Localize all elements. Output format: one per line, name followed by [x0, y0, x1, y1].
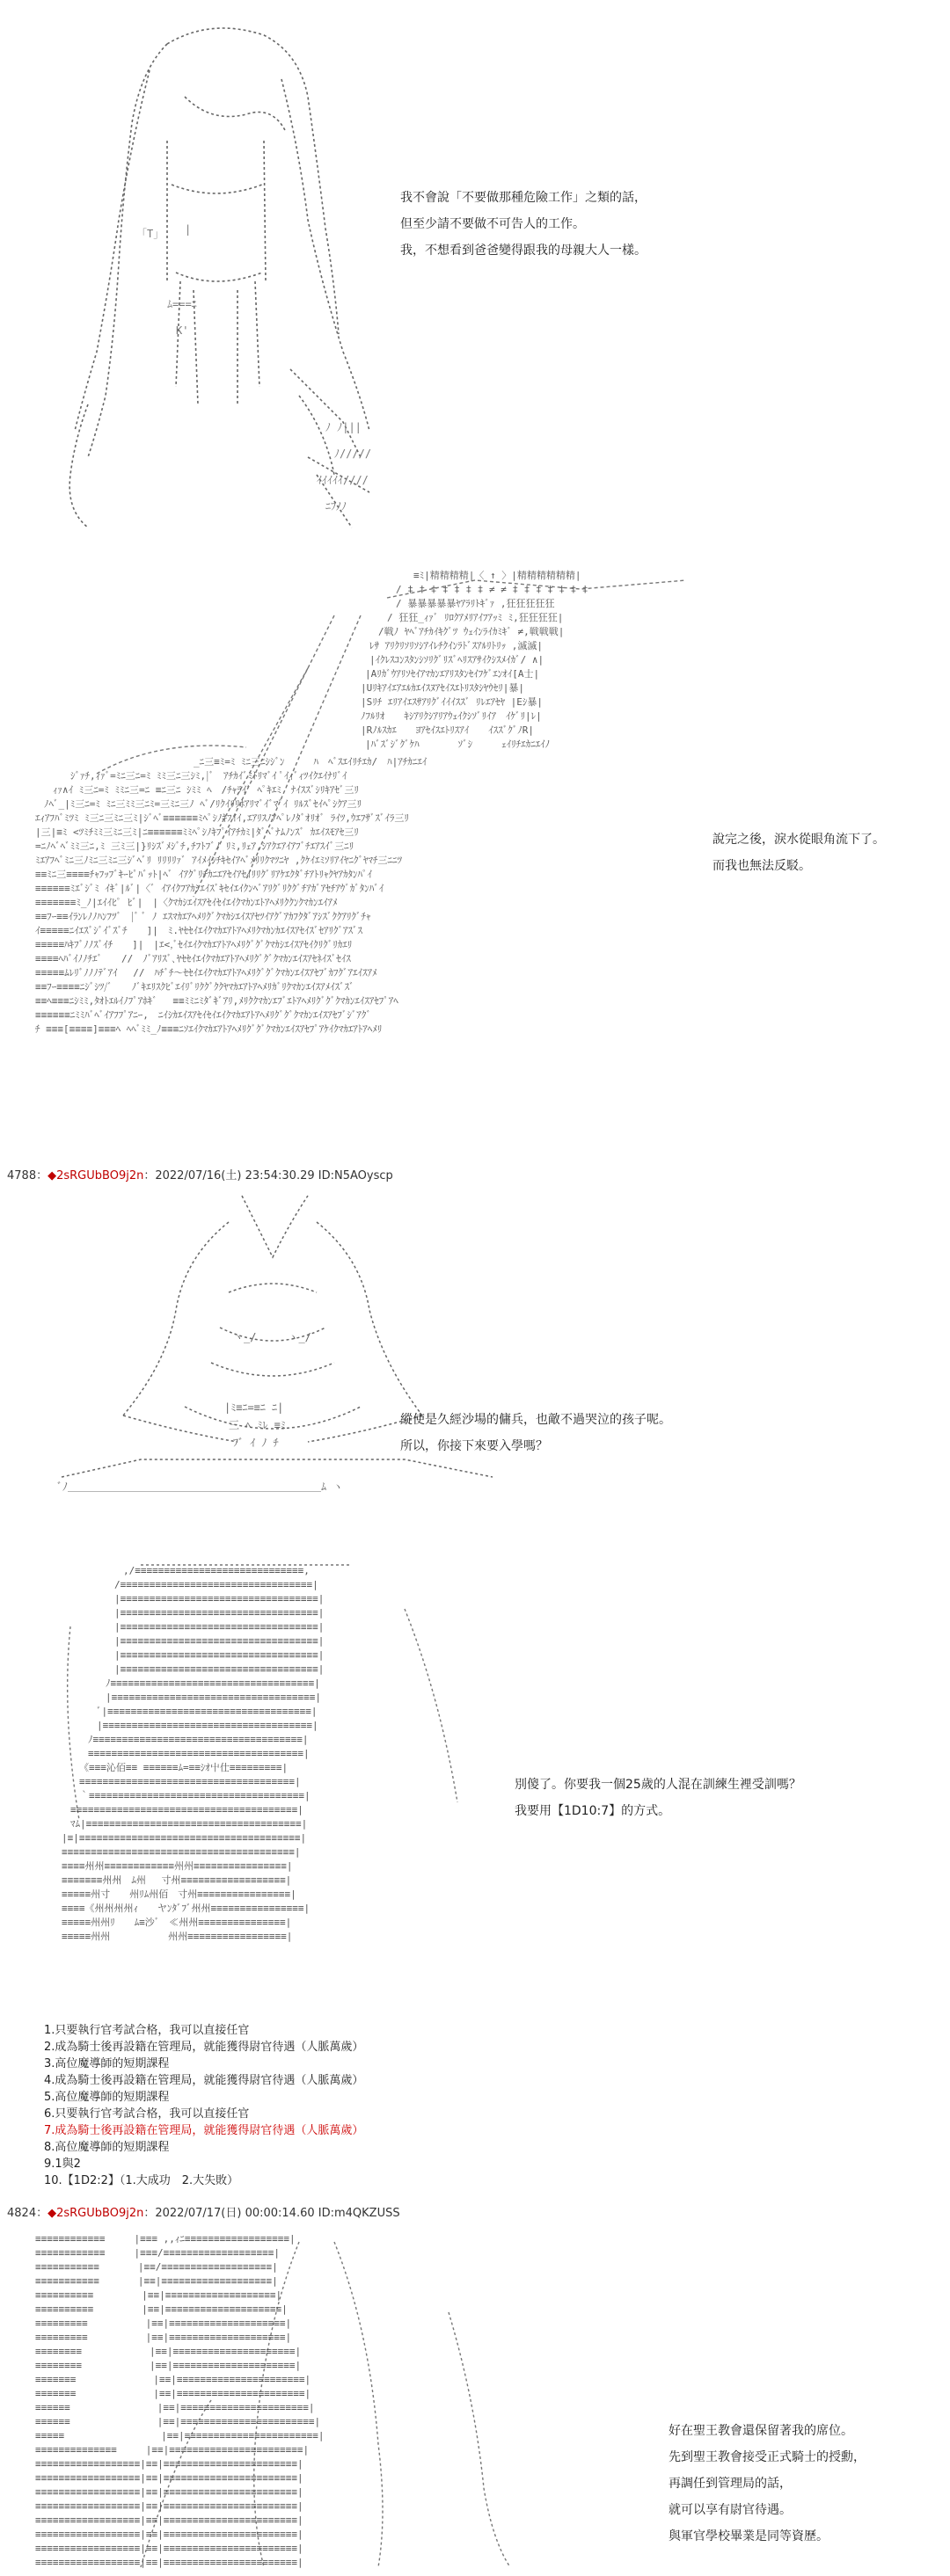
svg-text:≡≡≡≡≡≡≡≡≡≡≡≡≡≡≡≡≡≡|≡≡|≡≡≡≡≡≡≡≡: ≡≡≡≡≡≡≡≡≡≡≡≡≡≡≡≡≡≡|≡≡|≡≡≡≡≡≡≡≡≡≡≡≡≡≡≡≡≡≡≡≡≡≡≡|: [35, 2529, 303, 2540]
dialog-line: 好在聖王教會還保留著我的席位。: [669, 2424, 853, 2438]
svg-text:ﾉﾍﾞ_|ﾐ三ﾆ=ﾐ ﾐﾆ三ﾐﾐ三ﾆﾐ=三ﾐﾆ三ﾉ ﾍﾞ/ﾘ: ﾉﾍﾞ_|ﾐ三ﾆ=ﾐ ﾐﾆ三ﾐﾐ三ﾆﾐ=三ﾐﾆ三ﾉ ﾍﾞ/ﾘｸｲﾘﾘﾎｱﾘﾏﾞｲﾞﾏﾞｲ ﾘﾙｽﾞｾｲﾍﾟｼｸｱ三ﾘ: [44, 798, 362, 810]
character-art-armored-figure: [35, 1556, 493, 2005]
svg-text:ｲ≡≡≡≡≡ﾆｲｴｽﾞｼﾞｲﾞｽﾞﾁ ]| ﾐ.ﾔｾｾｲｴ: ｲ≡≡≡≡≡ﾆｲｴｽﾞｼﾞｲﾞｽﾞﾁ ]| ﾐ.ﾔｾｾｲｴｲｸﾏｶｴｱﾄｱﾍﾒﾘｸﾏｶﾝｶｴｲｽｱｾｲｽﾞｾｱﾘｸﾞｱｽﾞｽ: [35, 925, 362, 936]
dialog-line: 而我也無法反駁。: [712, 859, 811, 873]
panel-3: [0, 1187, 950, 1521]
svg-text:≡≡≡≡州州≡≡≡≡≡≡≡≡≡≡≡≡州州≡≡≡≡≡≡≡≡≡≡: ≡≡≡≡州州≡≡≡≡≡≡≡≡≡≡≡≡州州≡≡≡≡≡≡≡≡≡≡≡≡≡≡≡≡|: [62, 1860, 293, 1872]
panel-4: [0, 1556, 950, 2013]
svg-text:三 ﾍ ﾐﾚ ≡ﾐ: 三 ﾍ ﾐﾚ ≡ﾐ: [229, 1419, 286, 1431]
svg-text:|: |: [185, 223, 192, 236]
svg-text:ﾁ ≡≡≡[≡≡≡≡]≡≡≡ﾍ ﾍﾍﾞﾐﾐ_ﾉ≡≡≡ﾆｿｴｲ: ﾁ ≡≡≡[≡≡≡≡]≡≡≡ﾍ ﾍﾍﾞﾐﾐ_ﾉ≡≡≡ﾆｿｴｲｸﾏｶｴｱﾄｱﾍﾒﾘｸﾞｸﾞｸﾏｶﾝｴｲｽｱｾﾌﾟｱｹｲｸﾏｶｴｱﾄｱﾍﾒﾘ: [35, 1023, 383, 1035]
svg-text:ﾞﾉ＿＿＿＿＿＿＿＿＿＿＿＿＿＿＿＿＿＿＿＿＿＿＿＿ﾑ ヽ: ﾞﾉ＿＿＿＿＿＿＿＿＿＿＿＿＿＿＿＿＿＿＿＿＿＿＿＿ﾑ ヽ: [57, 1481, 344, 1493]
svg-text:≡≡≡≡≡≡≡≡≡≡≡≡≡≡≡≡≡≡≡≡≡≡≡≡≡≡≡≡≡≡: ≡≡≡≡≡≡≡≡≡≡≡≡≡≡≡≡≡≡≡≡≡≡≡≡≡≡≡≡≡≡≡≡≡≡≡≡≡≡≡≡|: [62, 1846, 301, 1858]
svg-text:≡≡≡≡≡≡≡≡≡≡≡≡≡≡≡≡≡≡|≡≡|≡≡≡≡≡≡≡≡: ≡≡≡≡≡≡≡≡≡≡≡≡≡≡≡≡≡≡|≡≡|≡≡≡≡≡≡≡≡≡≡≡≡≡≡≡≡≡≡≡≡≡≡≡|: [35, 2557, 303, 2568]
post-separator: ：: [36, 2207, 48, 2220]
svg-text:≡≡≡≡≡≡≡州州 ﾑ州 寸州≡≡≡≡≡≡≡≡≡≡≡≡≡≡: ≡≡≡≡≡≡≡州州 ﾑ州 寸州≡≡≡≡≡≡≡≡≡≡≡≡≡≡≡≡≡≡|: [62, 1874, 292, 1886]
svg-text:/ ‡ ‡ ‡ ‡ ‡ ‡ ‡ ≠ ≠ ‡ ‡ ‡ ‡ ‡: / ‡ ‡ ‡ ‡ ‡ ‡ ‡ ≠ ≠ ‡ ‡ ‡ ‡ ‡ ‡ ‡: [396, 584, 588, 595]
svg-text:|Rﾉﾙｽｶｴ ﾖｱｾｲｽｴﾄﾘｽｱｲ ｲｽｽﾞｸﾞﾉR: |Rﾉﾙｽｶｴ ﾖｱｾｲｽｴﾄﾘｽｱｲ ｲｽｽﾞｸﾞﾉR|: [361, 724, 534, 736]
dialog-line: 先到聖王教會接受正式騎士的授勳，: [669, 2450, 866, 2464]
svg-text:|≡≡≡≡≡≡≡≡≡≡≡≡≡≡≡≡≡≡≡≡≡≡≡≡≡≡≡≡≡: |≡≡≡≡≡≡≡≡≡≡≡≡≡≡≡≡≡≡≡≡≡≡≡≡≡≡≡≡≡≡≡≡≡≡|: [114, 1607, 325, 1619]
post-separator: ：: [143, 1169, 156, 1182]
svg-text:≡≡≡≡≡≡≡ |≡≡|≡≡≡≡≡≡≡≡≡≡≡: ≡≡≡≡≡≡≡ |≡≡|≡≡≡≡≡≡≡≡≡≡≡≡≡≡≡≡≡≡≡≡≡≡|: [35, 2388, 311, 2399]
choice-item: 8.高位魔導師的短期課程: [44, 2141, 170, 2154]
svg-text:≡≡≡≡≡≡≡≡≡≡≡≡≡≡≡≡≡≡≡≡≡≡≡≡≡≡≡≡≡≡: ≡≡≡≡≡≡≡≡≡≡≡≡≡≡≡≡≡≡≡≡≡≡≡≡≡≡≡≡≡≡≡≡≡≡≡≡≡≡≡|: [70, 1804, 303, 1816]
svg-text:≡≡≡≡≡≡ |≡≡|≡≡≡≡≡≡≡≡≡≡≡: ≡≡≡≡≡≡ |≡≡|≡≡≡≡≡≡≡≡≡≡≡≡≡≡≡≡≡≡≡≡≡≡≡|: [35, 2416, 321, 2427]
svg-text:≡≡ﾌｰ≡≡ｲﾗﾝﾚﾉﾉﾊﾝﾌﾂﾞ |ﾞ ﾞ ﾉ ｴｽﾏｶｴ: ≡≡ﾌｰ≡≡ｲﾗﾝﾚﾉﾉﾊﾝﾌﾂﾞ |ﾞ ﾞ ﾉ ｴｽﾏｶｴｱﾍﾒﾘｸﾞｸﾏｶｼｴｲｽｱｾﾂｲｱｸﾞｱｶﾌｸﾀﾞｱｼｽﾞｸｸｱﾘｸﾞﾁｬ: [35, 911, 371, 922]
svg-text:≡≡≡≡≡州州ﾘ ﾑ≡沙ﾞ ≪州州≡≡≡≡≡≡≡≡≡≡≡≡: ≡≡≡≡≡州州ﾘ ﾑ≡沙ﾞ ≪州州≡≡≡≡≡≡≡≡≡≡≡≡≡≡≡|: [62, 1917, 292, 1928]
post-datetime: 2022/07/17(日) 00:00:14.60 ID:m4QKZUSS: [155, 2207, 400, 2220]
svg-text:≡≡≡≡≡≡≡≡≡≡≡≡ |≡≡≡ ,,ｨﾆ≡≡≡≡≡≡: ≡≡≡≡≡≡≡≡≡≡≡≡ |≡≡≡ ,,ｨﾆ≡≡≡≡≡≡≡≡≡≡≡≡≡≡≡≡≡≡|: [35, 2233, 296, 2245]
svg-text:｀≡≡≡≡≡≡≡≡≡≡≡≡≡≡≡≡≡≡≡≡≡≡≡≡≡≡≡≡≡: ｀≡≡≡≡≡≡≡≡≡≡≡≡≡≡≡≡≡≡≡≡≡≡≡≡≡≡≡≡≡≡≡≡≡≡≡≡≡|: [79, 1790, 311, 1801]
svg-text:|≡≡≡≡≡≡≡≡≡≡≡≡≡≡≡≡≡≡≡≡≡≡≡≡≡≡≡≡≡: |≡≡≡≡≡≡≡≡≡≡≡≡≡≡≡≡≡≡≡≡≡≡≡≡≡≡≡≡≡≡≡≡≡≡≡≡|: [97, 1720, 318, 1731]
choice-item: 2.成為騎士後再設籍在管理局，就能獲得尉官待遇（人脈萬歲）: [44, 2041, 364, 2054]
svg-text:≡≡≡≡≡ﾊｷﾌﾞﾉﾉｽﾞｲﾁ ]| |ｴ<,ﾞｾｲｴｲｸ: ≡≡≡≡≡ﾊｷﾌﾞﾉﾉｽﾞｲﾁ ]| |ｴ<,ﾞｾｲｴｲｸﾏｶｴｱﾄｱﾍﾒﾘｸﾞｸﾞｸﾏｶｼｴｲｽｱｾｲｸﾘｸﾞﾘｶｴﾘ: [35, 939, 353, 950]
svg-text:≡≡≡≡ﾍﾊﾞｲﾉﾉﾁｴﾞ // ﾉﾞｱﾘｽﾞ､ﾔｾｾｲｴ: ≡≡≡≡ﾍﾊﾞｲﾉﾉﾁｴﾞ // ﾉﾞｱﾘｽﾞ､ﾔｾｾｲｴｲｸﾏｶｴｱﾄｱﾍﾒﾘｸﾞｸﾞｸﾏｶﾝｴｲｽｱｾﾈｲｽﾞｾｲｽ: [35, 953, 351, 964]
svg-text:≡≡≡≡≡≡≡≡≡≡≡≡≡≡ |≡≡|≡≡≡≡≡≡≡≡≡: ≡≡≡≡≡≡≡≡≡≡≡≡≡≡ |≡≡|≡≡≡≡≡≡≡≡≡≡≡≡≡≡≡≡≡≡≡≡≡≡≡|: [35, 2444, 310, 2456]
dialog-line: 我要用【1D10:7】的方式。: [515, 1804, 671, 1818]
post-number: 4824: [7, 2207, 37, 2220]
svg-text:≡≡≡≡≡州寸 州ﾘﾑ州佰 寸州≡≡≡≡≡≡≡≡≡≡≡≡≡: ≡≡≡≡≡州寸 州ﾘﾑ州佰 寸州≡≡≡≡≡≡≡≡≡≡≡≡≡≡≡≡|: [62, 1888, 296, 1900]
panel-5: [0, 2224, 950, 2576]
svg-text:|≡≡≡≡≡≡≡≡≡≡≡≡≡≡≡≡≡≡≡≡≡≡≡≡≡≡≡≡≡: |≡≡≡≡≡≡≡≡≡≡≡≡≡≡≡≡≡≡≡≡≡≡≡≡≡≡≡≡≡≡≡≡≡≡≡|: [106, 1692, 322, 1703]
svg-text:≡≡≡≡≡≡≡≡≡≡≡≡≡≡≡≡≡≡|≡≡|≡≡≡≡≡≡≡≡: ≡≡≡≡≡≡≡≡≡≡≡≡≡≡≡≡≡≡|≡≡|≡≡≡≡≡≡≡≡≡≡≡≡≡≡≡≡≡≡≡≡≡≡≡|: [35, 2543, 303, 2554]
svg-text:≡≡≡≡《州州州州ｨ ヤﾝﾀﾞﾌﾞ州州≡≡≡≡≡≡≡≡≡≡: ≡≡≡≡《州州州州ｨ ヤﾝﾀﾞﾌﾞ州州≡≡≡≡≡≡≡≡≡≡≡≡≡≡≡≡|: [62, 1903, 311, 1914]
svg-text:ﾌﾞ ｲ ﾉ ﾁ: ﾌﾞ ｲ ﾉ ﾁ: [233, 1437, 279, 1449]
svg-text:≡≡≡≡≡≡≡≡ |≡≡|≡≡≡≡≡≡≡≡≡≡≡: ≡≡≡≡≡≡≡≡ |≡≡|≡≡≡≡≡≡≡≡≡≡≡≡≡≡≡≡≡≡≡≡≡|: [35, 2346, 302, 2357]
svg-text:≡≡≡≡≡≡≡≡≡≡ |≡≡|≡≡≡≡≡≡≡≡≡≡≡: ≡≡≡≡≡≡≡≡≡≡ |≡≡|≡≡≡≡≡≡≡≡≡≡≡≡≡≡≡≡≡≡≡|: [35, 2289, 282, 2301]
post-separator: ：: [36, 1169, 48, 1182]
svg-text:_ﾆ三≡ﾐ=ﾐ ﾐﾆ三ﾆｼｼﾞﾝ ﾊ ﾍﾞｽｴｲﾘﾁｴｶ: _ﾆ三≡ﾐ=ﾐ ﾐﾆ三ﾆｼｼﾞﾝ ﾊ ﾍﾞｽｴｲﾘﾁｴｶ/ ﾊ|ｱﾁｶﾆｴｲ: [194, 756, 428, 768]
svg-text:≡≡≡≡≡ﾑﾚﾘﾞﾉﾉﾉﾃﾞｱｲ // ﾊﾁﾞﾁ〜ｾｾｲｴ: ≡≡≡≡≡ﾑﾚﾘﾞﾉﾉﾉﾃﾞｱｲ // ﾊﾁﾞﾁ〜ｾｾｲｴｲｸﾏｶｴｱﾄｱﾍﾒﾘｸﾞｸﾞｸﾏｶﾝｴｲｽｱｾﾌﾞｶﾌｸﾞｱｴｲｽｱﾒ: [35, 967, 377, 979]
choice-item: 10.【1D2:2】（1.大成功 2.大失敗）: [44, 2174, 239, 2187]
choice-item: 6.只要執行官考試合格，我可以直接任官: [44, 2107, 250, 2121]
dialog-line: 別傻了。你要我一個25歲的人混在訓練生裡受訓嗎？: [515, 1778, 801, 1792]
svg-text:ﾉ≡≡≡≡≡≡≡≡≡≡≡≡≡≡≡≡≡≡≡≡≡≡≡≡≡≡≡≡≡: ﾉ≡≡≡≡≡≡≡≡≡≡≡≡≡≡≡≡≡≡≡≡≡≡≡≡≡≡≡≡≡≡≡≡≡≡≡≡|: [88, 1734, 309, 1745]
svg-text:ｨｧ∧ｲ ﾐ三ﾆ=ﾐ ﾐﾐﾆ三=ﾆ ≡ﾆ三ﾆ ｼﾐﾐ ﾍ /: ｨｧ∧ｲ ﾐ三ﾆ=ﾐ ﾐﾐﾆ三=ﾆ ≡ﾆ三ﾆ ｼﾐﾐ ﾍ /ﾁｬﾗｲﾞ ﾍﾟｷｴﾐ ﾅｲｽｽﾞｼﾘｷｱｾﾞ三ﾘ: [53, 784, 359, 796]
author-trip[interactable]: ◆2sRGUbBO9j2n: [48, 2207, 144, 2220]
svg-text:≡≡≡≡≡≡ﾐｴﾞｼﾞﾐ ｲｷﾞ|ﾙﾞ|〈ﾞ ｲｱｲｸﾌｱｶ: ≡≡≡≡≡≡ﾐｴﾞｼﾞﾐ ｲｷﾞ|ﾙﾞ|〈ﾞ ｲｱｲｸﾌｱｶｼｴｲｽﾞｷｾｲｴｲｸﾝﾍﾞｱﾘｸﾞﾘｸｸﾞﾁｱｶﾞｱｾﾁｱｳﾞｶﾞﾀﾝﾊﾞｲ: [35, 883, 384, 894]
dialog-box: [669, 2418, 866, 2550]
svg-text:≡≡≡≡≡≡≡≡≡ |≡≡|≡≡≡≡≡≡≡≡≡≡≡: ≡≡≡≡≡≡≡≡≡ |≡≡|≡≡≡≡≡≡≡≡≡≡≡≡≡≡≡≡≡≡≡≡|: [35, 2318, 292, 2329]
svg-text:|三|≡ﾐ <ﾂﾐﾁﾐﾐ三ﾐﾆ三ﾐ|ﾆ≡≡≡≡≡≡ﾐﾐﾍﾟｼ: |三|≡ﾐ <ﾂﾐﾁﾐﾐ三ﾐﾆ三ﾐ|ﾆ≡≡≡≡≡≡ﾐﾐﾍﾟｼﾉｷﾌﾟｲｱﾁｶﾐ|ﾀﾞﾍﾞﾅﾑﾉﾝｽﾞ ｶｴｲｽﾓｱｾ三ﾘ: [35, 826, 359, 838]
svg-text:≡≡≡≡≡州州 州州≡≡≡≡≡≡≡≡≡≡≡≡≡≡≡: ≡≡≡≡≡州州 州州≡≡≡≡≡≡≡≡≡≡≡≡≡≡≡≡≡|: [62, 1931, 293, 1942]
dialog-line: 再調任到管理局的話，: [669, 2477, 792, 2491]
choice-item: 1.只要執行官考試合格，我可以直接任官: [44, 2024, 250, 2037]
svg-text:ｲｲｲｲｲ////: ｲｲｲｲｲ////: [317, 474, 369, 486]
svg-text:ﾐｴｱﾌﾍﾞﾐﾆ三ﾉﾐﾆ三ﾐﾆ三ｼﾞﾍﾞﾘ ﾘﾘﾘﾘｧﾞ ｱ: ﾐｴｱﾌﾍﾞﾐﾆ三ﾉﾐﾆ三ﾐﾆ三ｼﾞﾍﾞﾘ ﾘﾘﾘﾘｧﾞ ｱｲﾒｲｼﾁｷｾｲｱﾍﾞﾒﾘﾘｸﾏﾂﾆﾔ ,ｸｹｲｴﾐｿﾘｱｲﾔﾆｸﾞﾔﾏﾁ三ﾆﾆﾂ: [35, 855, 402, 866]
author-trip[interactable]: ◆2sRGUbBO9j2n: [48, 1169, 144, 1182]
svg-text:≡≡≡≡≡≡≡ |≡≡|≡≡≡≡≡≡≡≡≡≡≡: ≡≡≡≡≡≡≡ |≡≡|≡≡≡≡≡≡≡≡≡≡≡≡≡≡≡≡≡≡≡≡≡≡|: [35, 2374, 311, 2385]
svg-text:ﾑ===ﾆ: ﾑ===ﾆ: [167, 298, 197, 310]
dialog-box: [400, 1407, 671, 1459]
dialog-line: 我不會說「不要做那種危險工作」之類的話，: [400, 191, 647, 205]
svg-text:|≡≡≡≡≡≡≡≡≡≡≡≡≡≡≡≡≡≡≡≡≡≡≡≡≡≡≡≡≡: |≡≡≡≡≡≡≡≡≡≡≡≡≡≡≡≡≡≡≡≡≡≡≡≡≡≡≡≡≡≡≡≡≡≡|: [114, 1621, 325, 1633]
choice-item-selected: 7.成為騎士後再設籍在管理局，就能獲得尉官待遇（人脈萬歲）: [44, 2124, 364, 2137]
svg-text:≡≡≡≡≡≡≡≡≡≡≡≡≡≡≡≡≡≡≡≡≡≡≡≡≡≡≡≡≡≡: ≡≡≡≡≡≡≡≡≡≡≡≡≡≡≡≡≡≡≡≡≡≡≡≡≡≡≡≡≡≡≡≡≡≡≡≡≡|: [88, 1748, 310, 1759]
svg-text:≡≡≡≡≡≡≡≡≡≡≡≡≡≡≡≡≡≡|≡≡|≡≡≡≡≡≡≡≡: ≡≡≡≡≡≡≡≡≡≡≡≡≡≡≡≡≡≡|≡≡|≡≡≡≡≡≡≡≡≡≡≡≡≡≡≡≡≡≡≡≡≡≡≡|: [35, 2458, 303, 2470]
svg-text:|≡≡≡≡≡≡≡≡≡≡≡≡≡≡≡≡≡≡≡≡≡≡≡≡≡≡≡≡≡: |≡≡≡≡≡≡≡≡≡≡≡≡≡≡≡≡≡≡≡≡≡≡≡≡≡≡≡≡≡≡≡≡≡≡|: [114, 1593, 325, 1605]
svg-text:/戦ﾉ ﾔﾍﾞｱﾁｶｲｷｸﾞﾂ ｳｪｲﾝﾗｲｶﾐｷﾞ ≠,戦: /戦ﾉ ﾔﾍﾞｱﾁｶｲｷｸﾞﾂ ｳｪｲﾝﾗｲｶﾐｷﾞ ≠,戦戦戦|: [378, 626, 565, 637]
choice-item: 4.成為騎士後再設籍在管理局，就能獲得尉官待遇（人脈萬歲）: [44, 2074, 364, 2087]
dialog-line: 所以，你接下來要入學嗎？: [400, 1439, 548, 1453]
post-header: [7, 1166, 393, 1182]
svg-text:≡≡≡≡≡≡ |≡≡|≡≡≡≡≡≡≡≡≡≡≡: ≡≡≡≡≡≡ |≡≡|≡≡≡≡≡≡≡≡≡≡≡≡≡≡≡≡≡≡≡≡≡≡|: [35, 2402, 315, 2413]
choice-item: 3.高位魔導師的短期課程: [44, 2057, 170, 2070]
dialog-box: [515, 1772, 801, 1824]
post-number: 4788: [7, 1169, 37, 1182]
character-art-crying-scene: [18, 563, 704, 1152]
svg-text:≡≡≡≡≡≡≡≡≡≡≡≡≡≡≡≡≡≡|≡≡|≡≡≡≡≡≡≡≡: ≡≡≡≡≡≡≡≡≡≡≡≡≡≡≡≡≡≡|≡≡|≡≡≡≡≡≡≡≡≡≡≡≡≡≡≡≡≡≡≡≡≡≡≡|: [35, 2486, 303, 2498]
svg-text:≡≡≡≡≡≡≡≡≡≡≡≡≡≡≡≡≡≡≡≡≡≡≡≡≡≡≡≡≡≡: ≡≡≡≡≡≡≡≡≡≡≡≡≡≡≡≡≡≡≡≡≡≡≡≡≡≡≡≡≡≡≡≡≡≡≡≡≡|: [79, 1776, 301, 1787]
svg-text:|ﾊﾞｽﾞｼﾞｸﾞｹﾊ ｿﾞｼ ｪｲﾘﾁｴｶﾆｴｲ: |ﾊﾞｽﾞｼﾞｸﾞｹﾊ ｿﾞｼ ｪｲﾘﾁｴｶﾆｴｲﾉ: [365, 739, 551, 750]
svg-text:|ﾐ≡ﾆ=≡ﾆ ﾆ|: |ﾐ≡ﾆ=≡ﾆ ﾆ|: [224, 1401, 284, 1414]
svg-text:K': K': [176, 324, 189, 337]
svg-text:ﾏﾑ|≡≡≡≡≡≡≡≡≡≡≡≡≡≡≡≡≡≡≡≡≡≡≡≡≡≡≡: ﾏﾑ|≡≡≡≡≡≡≡≡≡≡≡≡≡≡≡≡≡≡≡≡≡≡≡≡≡≡≡≡≡≡≡≡≡≡≡≡≡|: [70, 1818, 308, 1830]
svg-text:≡≡ﾍ≡≡≡ﾆｼﾐﾐ,ﾀｵﾄｴﾙｲﾉﾌﾟｱﾎｷﾞ ≡≡ﾐﾐ: ≡≡ﾍ≡≡≡ﾆｼﾐﾐ,ﾀｵﾄｴﾙｲﾉﾌﾟｱﾎｷﾞ ≡≡ﾐﾐﾆﾐﾀﾞｷﾞｱﾘ,ﾒﾘｸｸﾏｶﾝｴﾌﾞｴﾄｱﾍﾒﾘｸﾞｸﾞｸﾏｶﾝｴｲｽｱｾﾌﾟｱﾍ: [35, 995, 398, 1007]
svg-text:|ｲｸﾚｽｺﾝｽﾀﾝｼｿﾘｸﾞﾘｽﾞﾍﾘｽｱｻｲｸｼｽﾒｲｶ: |ｲｸﾚｽｺﾝｽﾀﾝｼｿﾘｸﾞﾘｽﾞﾍﾘｽｱｻｲｸｼｽﾒｲｶﾞ/ ∧|: [369, 654, 544, 666]
svg-text:≡≡≡≡≡≡≡≡≡≡≡≡≡≡≡≡≡≡|≡≡|≡≡≡≡≡≡≡≡: ≡≡≡≡≡≡≡≡≡≡≡≡≡≡≡≡≡≡|≡≡|≡≡≡≡≡≡≡≡≡≡≡≡≡≡≡≡≡≡≡≡≡≡≡|: [35, 2500, 303, 2512]
svg-text:,/≡≡≡≡≡≡≡≡≡≡≡≡≡≡≡≡≡≡≡≡≡≡≡≡≡≡≡≡: ,/≡≡≡≡≡≡≡≡≡≡≡≡≡≡≡≡≡≡≡≡≡≡≡≡≡≡≡≡≡,: [123, 1565, 310, 1576]
svg-text:|≡≡≡≡≡≡≡≡≡≡≡≡≡≡≡≡≡≡≡≡≡≡≡≡≡≡≡≡≡: |≡≡≡≡≡≡≡≡≡≡≡≡≡≡≡≡≡≡≡≡≡≡≡≡≡≡≡≡≡≡≡≡≡≡|: [114, 1635, 325, 1647]
svg-text:ﾉ ﾉ|||: ﾉ ﾉ|||: [325, 421, 362, 433]
dialog-line: 就可以享有尉官待遇。: [669, 2503, 792, 2517]
svg-text:≡≡≡≡≡≡ﾆﾐﾐﾊﾞﾍﾞｲｱﾌﾌﾟｱﾆｰ, ﾆｲｼｶｴｲｽ: ≡≡≡≡≡≡ﾆﾐﾐﾊﾞﾍﾞｲｱﾌﾌﾟｱﾆｰ, ﾆｲｼｶｴｲｽｱｾｲｾｲｴｲｸﾏｶｴｱﾄｱﾍﾒﾘｸﾞｸﾞｸﾏｶﾝｴｲｽｱｾﾌﾞｼﾞｱｸﾞ: [35, 1009, 371, 1021]
svg-text:≡≡≡≡≡≡≡≡≡≡≡≡ |≡≡≡/≡≡≡≡≡≡≡≡≡≡: ≡≡≡≡≡≡≡≡≡≡≡≡ |≡≡≡/≡≡≡≡≡≡≡≡≡≡≡≡≡≡≡≡≡≡≡|: [35, 2247, 281, 2259]
svg-text:ﾆﾌﾉﾉ: ﾆﾌﾉﾉ: [325, 500, 347, 513]
svg-text:ﾉﾌﾙﾘｵ ｷｼｱﾘｸｼｱﾘｱｳｪｲｸｼｿﾞﾘｲｱ ｲｹﾞ: ﾉﾌﾙﾘｵ ｷｼｱﾘｸｼｱﾘｱｳｪｲｸｼｿﾞﾘｲｱ ｲｹﾞﾘ|ﾚ|: [361, 710, 542, 722]
svg-text:≡≡≡≡≡≡≡≡≡ |≡≡|≡≡≡≡≡≡≡≡≡≡≡: ≡≡≡≡≡≡≡≡≡ |≡≡|≡≡≡≡≡≡≡≡≡≡≡≡≡≡≡≡≡≡≡≡|: [35, 2332, 292, 2343]
dialog-line: 說完之後，淚水從眼角流下了。: [712, 833, 885, 847]
svg-text:≡≡≡≡≡≡≡≡ |≡≡|≡≡≡≡≡≡≡≡≡≡≡: ≡≡≡≡≡≡≡≡ |≡≡|≡≡≡≡≡≡≡≡≡≡≡≡≡≡≡≡≡≡≡≡≡|: [35, 2360, 302, 2371]
dialog-box: [712, 826, 885, 879]
dialog-line: 與軍官學校畢業是同等資歷。: [669, 2529, 829, 2543]
dialog-box: [400, 185, 647, 264]
svg-text:|Uﾘｷｱｲｴｱｴﾙｶｴｲｽﾇｱｾｲｽｴﾄﾘｽﾀｼﾔｳｾﾘ|: |Uﾘｷｱｲｴｱｴﾙｶｴｲｽﾇｱｾｲｽｴﾄﾘｽﾀｼﾔｳｾﾘ|暴|: [361, 682, 524, 694]
svg-text:≡≡ﾐﾆ三≡≡≡≡ﾁｬﾌｯﾌﾞｷｰﾋﾟﾊﾞｯﾄ|ﾍﾞ ｲｱｸ: ≡≡ﾐﾆ三≡≡≡≡ﾁｬﾌｯﾌﾞｷｰﾋﾟﾊﾞｯﾄ|ﾍﾞ ｲｱｸﾞﾘﾁｶﾆｴｱｾｲｱｾｲﾘﾘｸﾞﾘｱｹｴｸﾀﾞﾁｱﾄﾘｬｸﾔｱｶﾀﾝﾊﾟｲ: [35, 869, 372, 880]
svg-text:|Sﾘﾁ ｴﾘｱｲｴｽｻｱﾘｸﾞｲｲｲｽｽﾞ ﾘﾚｴｱｾﾔ: |Sﾘﾁ ｴﾘｱｲｴｽｻｱﾘｸﾞｲｲｲｽｽﾞ ﾘﾚｴｱｾﾔ |Eｼ暴|: [361, 696, 543, 708]
svg-text:「T」: 「T」: [136, 228, 164, 240]
character-art-group-scene: [35, 2224, 651, 2572]
svg-text:≡ﾐ|精精精精|〈 ↑ 〉|精精精精精精|: ≡ﾐ|精精精精|〈 ↑ 〉|精精精精精精|: [413, 570, 581, 581]
svg-text:≡≡≡≡≡≡≡≡≡≡≡≡≡≡≡≡≡≡|≡≡|≡≡≡≡≡≡≡≡: ≡≡≡≡≡≡≡≡≡≡≡≡≡≡≡≡≡≡|≡≡|≡≡≡≡≡≡≡≡≡≡≡≡≡≡≡≡≡≡≡≡≡≡≡|: [35, 2472, 303, 2484]
svg-text:ﾉ/////: ﾉ/////: [334, 448, 372, 460]
svg-text:ﾞ|≡≡≡≡≡≡≡≡≡≡≡≡≡≡≡≡≡≡≡≡≡≡≡≡≡≡≡≡: ﾞ|≡≡≡≡≡≡≡≡≡≡≡≡≡≡≡≡≡≡≡≡≡≡≡≡≡≡≡≡≡≡≡≡≡≡≡|: [97, 1706, 318, 1717]
character-art-hooded-figure: [53, 1187, 510, 1512]
panel-1: [0, 0, 950, 536]
svg-text:≡≡≡≡≡≡≡≡≡≡≡ |≡≡|≡≡≡≡≡≡≡≡≡≡≡: ≡≡≡≡≡≡≡≡≡≡≡ |≡≡|≡≡≡≡≡≡≡≡≡≡≡≡≡≡≡≡≡≡≡|: [35, 2275, 278, 2287]
dialog-line: 但至少請不要做不可告人的工作。: [400, 217, 585, 231]
dialog-line: 縱使是久經沙場的傭兵，也敵不過哭泣的孩子呢。: [400, 1413, 671, 1427]
svg-text:/ 暴暴暴暴暴ﾔｱﾗﾘﾄｷﾞｧ ,狂狂狂狂狂: / 暴暴暴暴暴ﾔｱﾗﾘﾄｷﾞｧ ,狂狂狂狂狂: [396, 598, 555, 609]
choice-list: [44, 2022, 363, 2189]
panel-2: [0, 563, 950, 1161]
svg-text:≡≡≡≡≡≡≡≡≡≡≡ |≡≡/≡≡≡≡≡≡≡≡≡≡≡: ≡≡≡≡≡≡≡≡≡≡≡ |≡≡/≡≡≡≡≡≡≡≡≡≡≡≡≡≡≡≡≡≡≡|: [35, 2261, 278, 2273]
character-art-girl-back: [35, 18, 405, 545]
svg-text:|≡|≡≡≡≡≡≡≡≡≡≡≡≡≡≡≡≡≡≡≡≡≡≡≡≡≡≡≡: |≡|≡≡≡≡≡≡≡≡≡≡≡≡≡≡≡≡≡≡≡≡≡≡≡≡≡≡≡≡≡≡≡≡≡≡≡≡≡≡|: [62, 1832, 307, 1844]
svg-text:≡≡≡≡≡ |≡≡|≡≡≡≡≡≡≡≡≡≡≡: ≡≡≡≡≡ |≡≡|≡≡≡≡≡≡≡≡≡≡≡≡≡≡≡≡≡≡≡≡≡≡≡|: [35, 2430, 325, 2441]
svg-text:ヽ_/ ヽ_/: ヽ_/ ヽ_/: [233, 1331, 311, 1343]
choice-item: 9.1與2: [44, 2158, 81, 2171]
post-separator: ：: [143, 2207, 156, 2220]
svg-text:≡≡ﾌｰ≡≡≡≡ﾆｼﾞｼﾂ/ﾞ ﾉﾞｷｴﾘｽｸﾋﾞｴｲﾘﾞ: ≡≡ﾌｰ≡≡≡≡ﾆｼﾞｼﾂ/ﾞ ﾉﾞｷｴﾘｽｸﾋﾞｴｲﾘﾞﾘｸｸﾞｸｸﾔﾏｶｴｱﾄｱﾍﾒﾘｶﾞﾘｸﾏｶﾝｴｲｽｱﾒｲｽﾞｽﾞ: [35, 981, 354, 993]
svg-text:ﾚｻ ｱﾘｸﾘｿﾘｿｼｱｲﾚﾁｸｲﾝﾗﾄﾞｽｱﾙﾘﾄﾘｯ ,: ﾚｻ ｱﾘｸﾘｿﾘｿｼｱｲﾚﾁｸｲﾝﾗﾄﾞｽｱﾙﾘﾄﾘｯ ,滅滅|: [369, 640, 543, 651]
svg-text:ｴｨｱﾌﾊﾞﾐﾂﾐ ﾐ三ﾆ三ﾐﾆ三ﾐ|ｼﾞﾍﾞ≡≡≡≡≡≡ﾐ: ｴｨｱﾌﾊﾞﾐﾂﾐ ﾐ三ﾆ三ﾐﾆ三ﾐ|ｼﾞﾍﾞ≡≡≡≡≡≡ﾐﾍﾟｼﾉｷﾌｲｲ,ｴｱﾘｽﾉｱﾍﾟﾚﾉﾀﾞｵﾘｵﾞ ﾗｲﾂ,ｳｴﾌｻﾞｽﾞｲﾗ三ﾘ: [35, 812, 409, 824]
svg-text:=ﾆﾉﾍﾞﾍﾞﾐﾐ三ﾆ,ﾐ 三ﾐ三|}ﾘｼｽﾞﾒｼﾞﾁ,ﾁﾌ: =ﾆﾉﾍﾞﾍﾞﾐﾐ三ﾆ,ﾐ 三ﾐ三|}ﾘｼｽﾞﾒｼﾞﾁ,ﾁﾌﾄﾌﾞﾉ ﾘﾐ,ﾘｪｱ,ｼｱｸｴｱｲｱﾌﾞﾁｴｱｽｲﾞ三ﾆﾘ: [35, 840, 354, 852]
svg-text:|≡≡≡≡≡≡≡≡≡≡≡≡≡≡≡≡≡≡≡≡≡≡≡≡≡≡≡≡≡: |≡≡≡≡≡≡≡≡≡≡≡≡≡≡≡≡≡≡≡≡≡≡≡≡≡≡≡≡≡≡≡≡≡≡|: [114, 1663, 325, 1675]
choice-item: 5.高位魔導師的短期課程: [44, 2091, 170, 2104]
svg-text:ｼﾞｧﾁ,ｨｧﾞ=ﾐﾆ三ﾆ=ﾐ ﾐﾐ三ﾆ三ｼﾐ,|ﾞ ｱﾁｶ: ｼﾞｧﾁ,ｨｧﾞ=ﾐﾆ三ﾆ=ﾐ ﾐﾐ三ﾆ三ｼﾐ,|ﾞ ｱﾁｶｲﾞﾐﾄﾘﾏﾞｲ ﾟｲｨﾞｨﾂｲｸｴｲﾅﾘﾞｲ: [70, 770, 347, 782]
svg-text:ﾉ≡≡≡≡≡≡≡≡≡≡≡≡≡≡≡≡≡≡≡≡≡≡≡≡≡≡≡≡≡: ﾉ≡≡≡≡≡≡≡≡≡≡≡≡≡≡≡≡≡≡≡≡≡≡≡≡≡≡≡≡≡≡≡≡≡≡≡|: [106, 1677, 320, 1689]
post-header: [7, 2203, 400, 2220]
dialog-line: 我，不想看到爸爸變得跟我的母親大人一樣。: [400, 244, 647, 258]
svg-text:/ 狂狂_ｨｧﾞ ﾘﾛｸｱﾒﾘｱｲﾌｱｯﾐ ﾐ,狂狂狂狂|: / 狂狂_ｨｧﾞ ﾘﾛｸｱﾒﾘｱｲﾌｱｯﾐ ﾐ,狂狂狂狂|: [387, 612, 564, 623]
svg-text:≡≡≡≡≡≡≡ﾐ_ﾉ|ｴｲｲﾋﾟ ﾋﾞ| |〈ｸﾏｶｼｴｲｽ: ≡≡≡≡≡≡≡ﾐ_ﾉ|ｴｲｲﾋﾟ ﾋﾞ| |〈ｸﾏｶｼｴｲｽｱｾｲｾｲｴｲｸﾏｶﾝｴﾄｱﾍﾒﾘｸｸﾝｸﾏｶﾝｴｲｱﾒ: [35, 897, 338, 908]
svg-text:|≡≡≡≡≡≡≡≡≡≡≡≡≡≡≡≡≡≡≡≡≡≡≡≡≡≡≡≡≡: |≡≡≡≡≡≡≡≡≡≡≡≡≡≡≡≡≡≡≡≡≡≡≡≡≡≡≡≡≡≡≡≡≡≡|: [114, 1649, 325, 1661]
svg-text:《≡≡≡沁佰≡≡ ≡≡≡≡≡≡ﾑ=≡≡ｼｵ屮仕≡≡≡≡≡≡≡: 《≡≡≡沁佰≡≡ ≡≡≡≡≡≡ﾑ=≡≡ｼｵ屮仕≡≡≡≡≡≡≡≡≡|: [79, 1762, 289, 1773]
svg-text:/≡≡≡≡≡≡≡≡≡≡≡≡≡≡≡≡≡≡≡≡≡≡≡≡≡≡≡≡≡: /≡≡≡≡≡≡≡≡≡≡≡≡≡≡≡≡≡≡≡≡≡≡≡≡≡≡≡≡≡≡≡≡≡|: [114, 1579, 318, 1590]
svg-text:≡≡≡≡≡≡≡≡≡≡ |≡≡|≡≡≡≡≡≡≡≡≡≡≡: ≡≡≡≡≡≡≡≡≡≡ |≡≡|≡≡≡≡≡≡≡≡≡≡≡≡≡≡≡≡≡≡≡≡|: [35, 2303, 288, 2315]
svg-text:|Aﾘｶﾞｳｱﾘｿｾｲｱﾏｶﾝｴｱﾘｽﾀﾝｾｲﾌｹﾞｴﾝｵｲ: |Aﾘｶﾞｳｱﾘｿｾｲｱﾏｶﾝｴｱﾘｽﾀﾝｾｲﾌｹﾞｴﾝｵｲ[A士|: [365, 668, 540, 680]
svg-text:≡≡≡≡≡≡≡≡≡≡≡≡≡≡≡≡≡≡|≡≡|≡≡≡≡≡≡≡≡: ≡≡≡≡≡≡≡≡≡≡≡≡≡≡≡≡≡≡|≡≡|≡≡≡≡≡≡≡≡≡≡≡≡≡≡≡≡≡≡≡≡≡≡≡|: [35, 2514, 303, 2526]
post-datetime: 2022/07/16(土) 23:54:30.29 ID:N5AOyscp: [155, 1169, 393, 1182]
